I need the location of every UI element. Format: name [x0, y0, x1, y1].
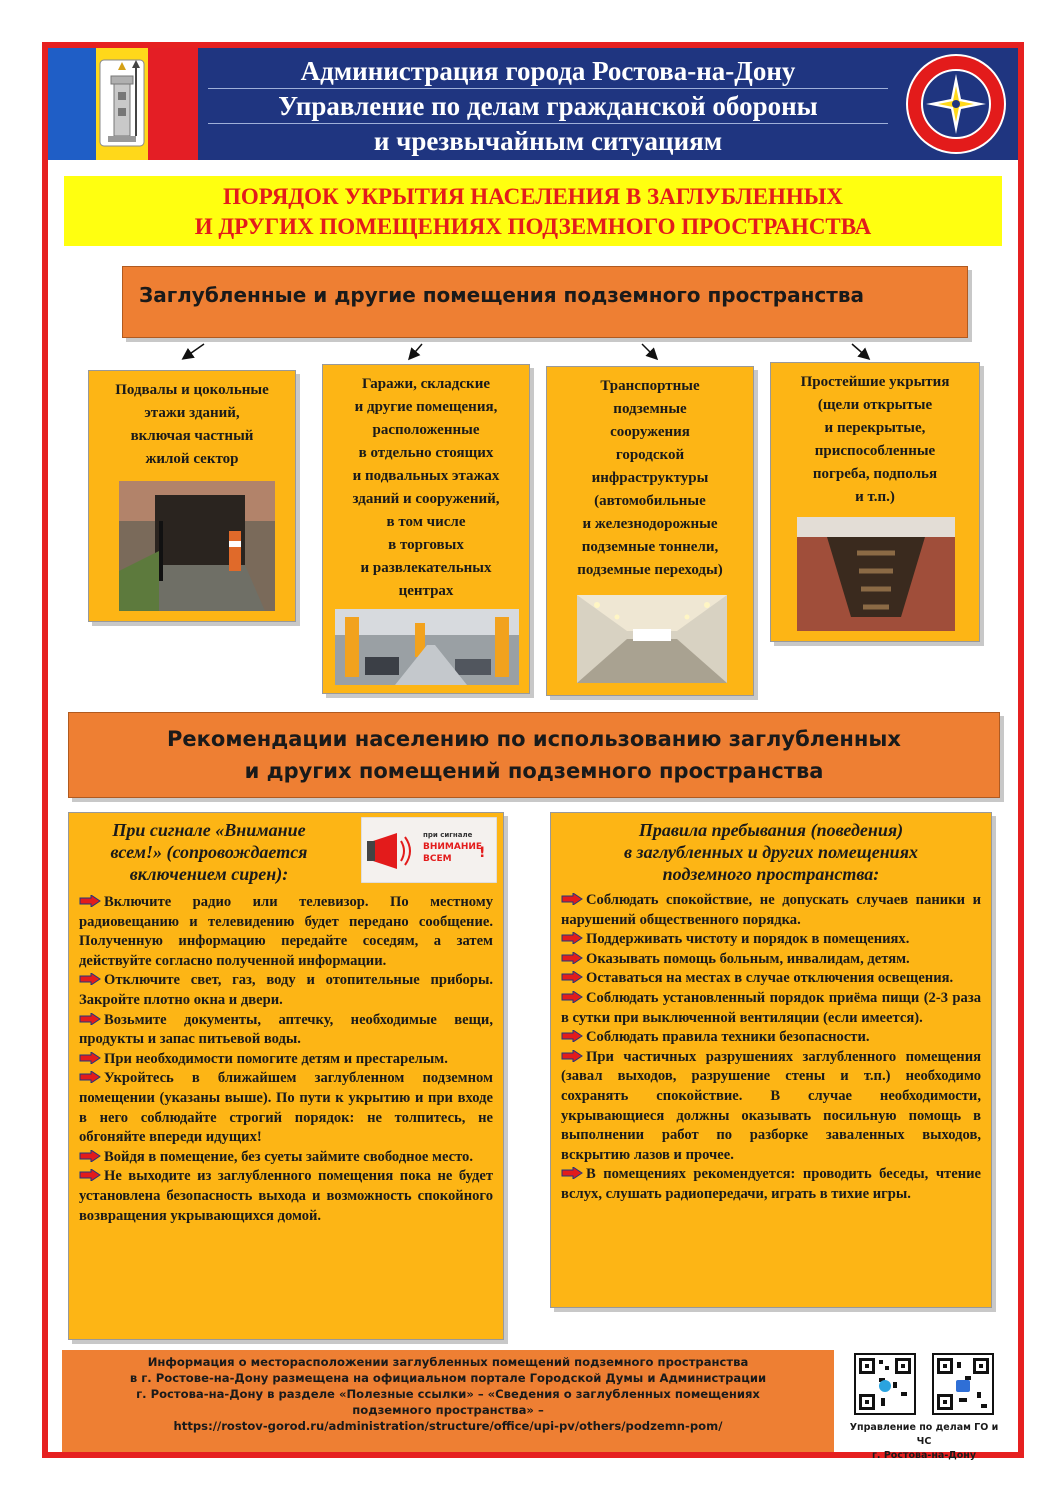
list-item-text: Оставаться на местах в случае отключения освещения. — [586, 970, 954, 987]
red-arrow-icon — [561, 991, 583, 1003]
basement-entrance-photo-icon — [119, 481, 275, 611]
card-4-line: и перекрытые, — [824, 420, 926, 436]
list-item — [561, 930, 981, 950]
list-item — [561, 989, 981, 1028]
section-title: Заглубленные и другие помещения подземного пространства — [139, 283, 865, 307]
card-4-line: и т.п.) — [855, 489, 895, 505]
city-coat-of-arms-icon — [96, 56, 148, 152]
left-panel-title-line: всем!» (сопровождается — [110, 842, 308, 862]
list-item — [79, 1167, 493, 1226]
card-basements — [88, 370, 296, 622]
header-line-3: и чрезвычайным ситуациям — [373, 126, 723, 156]
list-item — [79, 1011, 493, 1050]
qr-caption-line: г. Ростова-на-Дону — [871, 1450, 977, 1461]
card-3-line: (автомобильные — [594, 493, 706, 509]
left-panel-title — [79, 819, 339, 885]
qr-codes — [844, 1352, 1004, 1461]
card-1-line: Подвалы и цокольные — [115, 382, 269, 398]
qr-caption — [844, 1421, 1004, 1463]
card-2-line: Гаражи, складские — [362, 376, 490, 392]
footer-info — [62, 1350, 834, 1452]
red-arrow-icon — [561, 1050, 583, 1062]
red-arrow-icon — [561, 971, 583, 983]
red-arrow-icon — [79, 1013, 101, 1025]
list-item — [561, 1048, 981, 1166]
footer-line: г. Ростова-на-Дону в разделе «Полезные ссылки» – «Сведения о заглубленных помещениях — [136, 1387, 760, 1401]
banner-line-2: ВНИМАНИЕ — [423, 842, 483, 852]
card-transport-tunnels — [546, 366, 754, 696]
list-item-text: Соблюдать правила техники безопасности. — [586, 1029, 870, 1046]
card-3-line: подземные — [613, 401, 687, 417]
right-panel-title-line: Правила пребывания (поведения) — [638, 820, 904, 840]
header-line-2: Управление по делам гражданской обороны — [208, 89, 888, 124]
card-3-line: и железнодорожные — [582, 516, 718, 532]
list-item — [561, 891, 981, 930]
svg-text:!: ! — [479, 845, 486, 861]
right-panel-title-line: в заглубленных и других помещениях — [624, 842, 918, 862]
card-3-line: сооружения — [610, 424, 690, 440]
list-item — [79, 1050, 493, 1070]
right-panel-title — [561, 813, 981, 891]
card-4-line: приспособленные — [814, 443, 936, 459]
card-2-line: зданий и сооружений, — [352, 491, 500, 507]
recommendations-title — [68, 712, 1000, 798]
list-item-text: Отключите свет, газ, воду и отопительные приборы. Закройте плотно окна и двери. — [79, 972, 493, 1008]
list-item — [79, 1148, 493, 1168]
title-line-1: ПОРЯДОК УКРЫТИЯ НАСЕЛЕНИЯ В ЗАГЛУБЛЕННЫХ — [223, 184, 843, 209]
civil-defense-emblem-icon — [904, 52, 1008, 156]
list-item-text: При необходимости помогите детям и престарелым. — [104, 1050, 448, 1067]
page-title — [64, 176, 1002, 246]
header-line-1: Администрация города Ростова-на-Дону — [208, 54, 888, 89]
red-arrow-icon — [561, 1030, 583, 1042]
recommendations-title-line-2: и других помещений подземного пространства — [244, 759, 824, 783]
footer-link[interactable]: https://rostov-gorod.ru/administration/structure/office/upi-pv/others/podzemn-pom/ — [173, 1419, 723, 1433]
card-4-line: Простейшие укрытия — [800, 374, 950, 390]
card-3-line: подземные тоннели, — [581, 539, 719, 555]
list-item — [79, 971, 493, 1010]
title-line-2: И ДРУГИХ ПОМЕЩЕНИЯХ ПОДЗЕМНОГО ПРОСТРАНСТВА — [194, 214, 872, 239]
panel-alarm-actions — [68, 812, 504, 1340]
red-arrow-icon — [561, 952, 583, 964]
card-2-line: в торговых — [388, 537, 464, 553]
footer-line: Информация о месторасположении заглубленных помещений подземного пространства — [147, 1355, 749, 1369]
list-item — [561, 1028, 981, 1048]
red-arrow-icon — [79, 1071, 101, 1083]
list-item — [561, 950, 981, 970]
card-garages — [322, 364, 530, 694]
list-item-text: При частичных разрушениях заглубленного помещения (завал выходов, разрушение стены и т.п.) необходимо сохранять спокойствие. В случае необходимости, укрывающиеся должны оказывать посильную помощь в выполнении работ по разборке заваленных выходов, вскрытию лазов и прочее. — [561, 1048, 981, 1163]
left-panel-title-line: включением сирен): — [129, 864, 289, 884]
list-item-text: Оказывать помощь больным, инвалидам, детям. — [586, 950, 910, 967]
list-item-text: Возьмите документы, аптечку, необходимые вещи, продукты и запас питьевой воды. — [79, 1011, 493, 1048]
card-3-line: подземные переходы) — [577, 562, 723, 578]
card-2-line: и другие помещения, — [354, 399, 498, 415]
card-2-line: центрах — [398, 583, 454, 599]
underground-parking-photo-icon — [335, 609, 519, 685]
card-2-line: расположенные — [372, 422, 480, 438]
list-item-text: Войдя в помещение, без суеты займите свободное место. — [104, 1148, 474, 1165]
list-item-text: Поддерживать чистоту и порядок в помещениях. — [586, 931, 910, 948]
red-arrow-icon — [79, 1150, 101, 1162]
card-3-line: Транспортные — [600, 378, 700, 394]
qr-code-icon[interactable] — [849, 1352, 999, 1416]
list-item — [561, 969, 981, 989]
card-2-line: в отдельно стоящих — [358, 445, 494, 461]
card-1-line: включая частный — [130, 428, 254, 444]
section-title-box — [122, 266, 968, 338]
list-item — [561, 1165, 981, 1204]
red-arrow-icon — [79, 895, 101, 907]
footer-line: подземного пространства» – — [352, 1403, 544, 1417]
footer-line: в г. Ростове-на-Дону размещена на официальном портале Городской Думы и Администрации — [129, 1371, 767, 1385]
red-arrow-icon — [561, 893, 583, 905]
pedestrian-tunnel-photo-icon — [577, 595, 727, 683]
header-banner — [48, 48, 1018, 160]
red-arrow-icon — [79, 973, 101, 985]
recommendations-title-line-1: Рекомендации населению по использованию заглубленных — [167, 727, 901, 751]
red-arrow-icon — [561, 1167, 583, 1179]
list-item-text: Укройтесь в ближайшем заглубленном подземном помещении (указаны выше). По пути к укрытию и при входе в него соблюдайте строгий порядок: не толпитесь, не обгоняйте впереди идущих! — [79, 1070, 493, 1146]
card-2-line: в том числе — [386, 514, 466, 530]
list-item — [79, 1069, 493, 1147]
card-4-line: погреба, подполья — [812, 466, 938, 482]
card-2-line: и развлекательных — [360, 560, 492, 576]
megaphone-alert-icon — [361, 817, 497, 883]
city-flag — [48, 48, 198, 160]
card-3-line: городской — [615, 447, 685, 463]
banner-line-1: при сигнале — [423, 831, 473, 839]
qr-caption-line: Управление по делам ГО и ЧС — [849, 1422, 999, 1447]
card-3-line: инфраструктуры — [591, 470, 709, 486]
card-1-line: жилой сектор — [145, 451, 239, 467]
list-item-text: В помещениях рекомендуется: проводить беседы, чтение вслух, слушать радиопередачи, играть в тихие игры. — [561, 1166, 981, 1202]
list-item-text: Соблюдать установленный порядок приёма пищи (2-3 раза в сутки при выключенной вентиляции (если имеется). — [561, 989, 981, 1026]
red-arrow-icon — [561, 932, 583, 944]
card-2-line: и подвальных этажах — [352, 468, 500, 484]
card-4-line: (щели открытые — [817, 397, 933, 413]
card-1-line: этажи зданий, — [144, 405, 240, 421]
left-panel-title-line: При сигнале «Внимание — [112, 820, 306, 840]
list-item-text: Включите радио или телевизор. По местному радиовещанию и телевидению будет передано сообщение. Полученную информацию передайте соседям, а затем действуйте согласно полученной информации. — [79, 894, 493, 969]
card-simple-shelters — [770, 362, 980, 642]
poster — [42, 42, 1024, 1461]
header-text — [208, 54, 888, 158]
banner-line-3: ВСЕМ — [423, 854, 452, 864]
list-item-text: Соблюдать спокойствие, не допускать случаев паники и нарушений общественного порядка. — [561, 892, 981, 928]
panel-shelter-rules — [550, 812, 992, 1308]
cellar-hatch-photo-icon — [797, 517, 955, 631]
red-arrow-icon — [79, 1052, 101, 1064]
list-item — [79, 893, 493, 971]
right-panel-title-line: подземного пространства: — [662, 864, 880, 884]
red-arrow-icon — [79, 1169, 101, 1181]
list-item-text: Не выходите из заглубленного помещения пока не будет установлена безопасность выхода и возможность спокойного возвращения укрывающихся домой. — [79, 1168, 493, 1224]
